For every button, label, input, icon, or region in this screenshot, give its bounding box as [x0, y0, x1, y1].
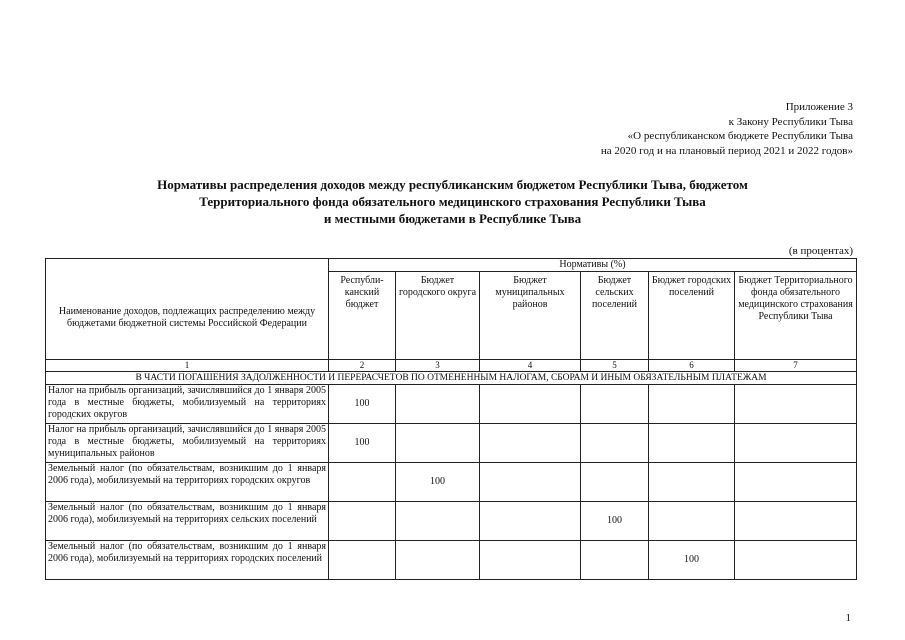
table-row: [46, 541, 857, 580]
unit-label: (в процентах): [788, 245, 853, 257]
value-cell: [581, 541, 649, 580]
appendix-block: [601, 100, 853, 158]
value-cell: [649, 502, 735, 541]
income-name-cell: Земельный налог (по обязательствам, возникшим до 1 января 2006 года), мобилизуемый на территориях сельских поселений: [46, 502, 329, 541]
section-heading: В ЧАСТИ ПОГАШЕНИЯ ЗАДОЛЖЕННОСТИ И ПЕРЕРАСЧЕТОВ ПО ОТМЕНЕННЫМ НАЛОГАМ, СБОРАМ И ИНЫМ ОБЯЗАТЕЛЬНЫМ ПЛАТЕЖАМ: [46, 372, 857, 385]
appendix-line: к Закону Республики Тыва: [728, 115, 853, 128]
header-medical-insurance-fund-budget: Бюджет Территориального фонда обязательного медицинского страхования Республики Тыва: [735, 272, 857, 360]
column-number: 7: [735, 360, 857, 372]
value-cell: 100: [329, 385, 396, 424]
table-row: [46, 424, 857, 463]
norms-table: [45, 258, 857, 580]
value-cell: [581, 385, 649, 424]
column-number: 4: [480, 360, 581, 372]
income-name-cell: Земельный налог (по обязательствам, возникшим до 1 января 2006 года), мобилизуемый на территориях городских поселений: [46, 541, 329, 580]
column-number: 1: [46, 360, 329, 372]
value-cell: [329, 541, 396, 580]
value-cell: [649, 385, 735, 424]
column-number: 5: [581, 360, 649, 372]
header-city-district-budget: Бюджет городского округа: [396, 272, 480, 360]
value-cell: [735, 463, 857, 502]
appendix-line: «О республиканском бюджете Республики Тыва: [627, 130, 853, 142]
document-title: [0, 176, 905, 227]
value-cell: [480, 463, 581, 502]
title-line: Нормативы распределения доходов между республиканским бюджетом Республики Тыва, бюджетом: [157, 177, 748, 192]
table-row: [46, 463, 857, 502]
header-municipal-district-budget: Бюджет муниципальных районов: [480, 272, 581, 360]
table-row: [46, 385, 857, 424]
column-number-row: [46, 360, 857, 372]
value-cell: [396, 502, 480, 541]
header-rural-settlement-budget: Бюджет сельских поселений: [581, 272, 649, 360]
value-cell: [329, 463, 396, 502]
income-name-cell: Налог на прибыль организаций, зачислявшийся до 1 января 2005 года в местные бюджеты, мобилизуемый на территориях городских округов: [46, 385, 329, 424]
value-cell: 100: [396, 463, 480, 502]
column-number: 3: [396, 360, 480, 372]
value-cell: [649, 463, 735, 502]
value-cell: [329, 502, 396, 541]
value-cell: [649, 424, 735, 463]
appendix-line: на 2020 год и на плановый период 2021 и 2022 годов»: [600, 144, 853, 157]
value-cell: [480, 424, 581, 463]
income-name-cell: Земельный налог (по обязательствам, возникшим до 1 января 2006 года), мобилизуемый на территориях городских округов: [46, 463, 329, 502]
column-number: 2: [329, 360, 396, 372]
title-line: и местными бюджетами в Республике Тыва: [323, 211, 582, 226]
section-row: [46, 372, 857, 385]
value-cell: [480, 502, 581, 541]
page-number: 1: [845, 612, 851, 624]
value-cell: [396, 385, 480, 424]
income-name-cell: Налог на прибыль организаций, зачислявшийся до 1 января 2005 года в местные бюджеты, мобилизуемый на территориях муниципальных районов: [46, 424, 329, 463]
value-cell: [735, 424, 857, 463]
appendix-line: Приложение 3: [785, 101, 853, 113]
value-cell: [581, 424, 649, 463]
header-income-name: Наименование доходов, подлежащих распределению между бюджетами бюджетной системы Российской Федерации: [46, 259, 329, 360]
title-line: Территориального фонда обязательного медицинского страхования Республики Тыва: [199, 194, 706, 209]
value-cell: 100: [581, 502, 649, 541]
value-cell: [480, 541, 581, 580]
header-republican-budget: Республи-канский бюджет: [329, 272, 396, 360]
value-cell: [735, 541, 857, 580]
value-cell: [396, 424, 480, 463]
value-cell: [396, 541, 480, 580]
column-number: 6: [649, 360, 735, 372]
header-urban-settlement-budget: Бюджет городских поселений: [649, 272, 735, 360]
value-cell: [480, 385, 581, 424]
value-cell: [735, 502, 857, 541]
value-cell: 100: [649, 541, 735, 580]
header-norms-group: Нормативы (%): [329, 259, 857, 272]
table-row: [46, 502, 857, 541]
value-cell: 100: [329, 424, 396, 463]
value-cell: [581, 463, 649, 502]
value-cell: [735, 385, 857, 424]
